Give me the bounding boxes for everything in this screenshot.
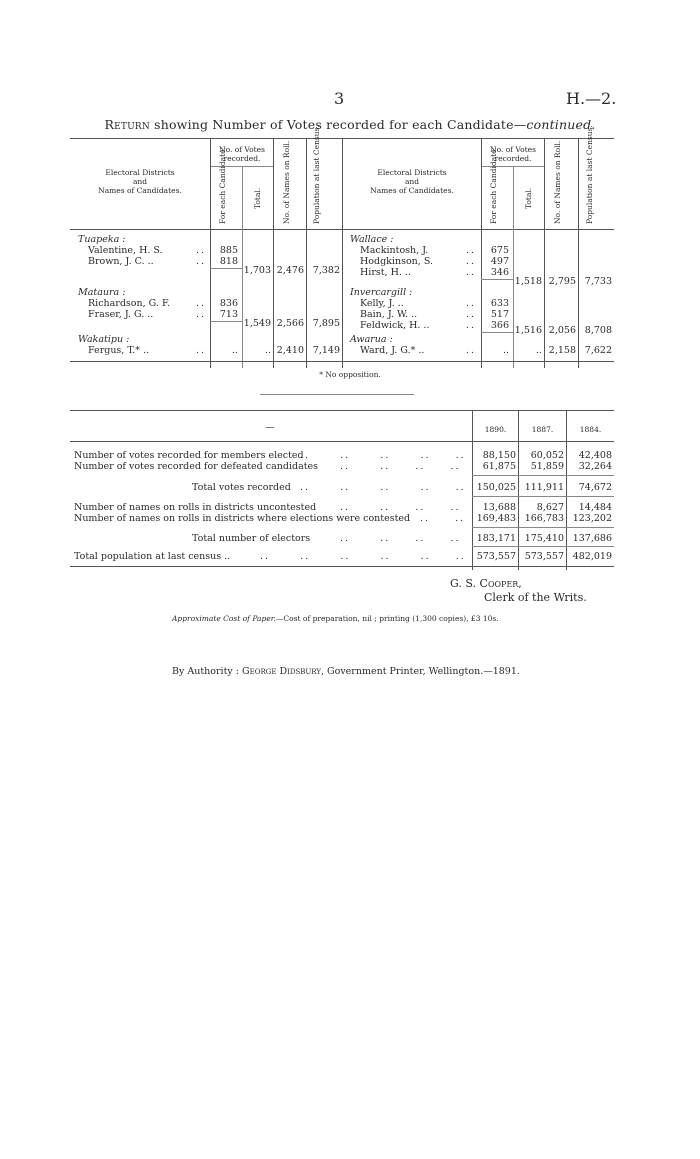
header-for-each-right: For each Candidate. [489, 147, 498, 224]
rule [481, 138, 482, 368]
header-line: and [132, 177, 148, 186]
candidate-name: Kelly, J. .. [360, 298, 404, 309]
header-total-left: Total. [253, 187, 262, 209]
summary-value: 14,484 [578, 502, 612, 513]
district-name: Mataura : [78, 287, 126, 298]
authority-prefix: By Authority : [172, 666, 243, 677]
summary-row-label: Number of names on rolls in districts where elections were contested [74, 513, 411, 524]
year-header: 1887. [531, 425, 554, 434]
candidate-votes: 818 [219, 256, 238, 267]
summary-value: 61,875 [482, 461, 516, 472]
district-total: 1,549 [243, 318, 271, 329]
leader-dots: .. [466, 309, 477, 320]
district-name: Tuapeka : [78, 234, 126, 245]
candidate-votes: 836 [219, 298, 238, 309]
authority-suffix: , Government Printer, Wellington.—1891. [320, 666, 520, 677]
district-total: 1,518 [514, 276, 542, 287]
population: 7,622 [584, 345, 612, 356]
rule [306, 138, 307, 368]
leader-dots: .. [466, 298, 477, 309]
printer-authority [172, 666, 520, 677]
leader-dots: .. [196, 345, 207, 356]
leader-dots: .. [196, 309, 207, 320]
population: 8,708 [584, 325, 612, 336]
leader-dots: .. [466, 245, 477, 256]
title-suffix: continued. [526, 117, 596, 132]
leader-dots: .. [196, 256, 207, 267]
cost-note [172, 614, 499, 623]
summary-value: 123,202 [572, 513, 612, 524]
population: 7,895 [312, 318, 340, 329]
candidate-name: Mackintosh, J. [360, 245, 429, 256]
names-on-roll: 2,566 [276, 318, 304, 329]
candidate-name: Hodgkinson, S. [360, 256, 434, 267]
district-name: Invercargill : [350, 287, 413, 298]
district-total: 1,703 [243, 265, 271, 276]
cost-label: Approximate Cost of Paper. [172, 614, 276, 623]
title-prefix: Return [104, 117, 150, 132]
title-middle: showing Number of Votes recorded for each Candidate— [149, 117, 527, 132]
summary-value: 169,483 [476, 513, 516, 524]
leader-dots: .. .. .. .. .. .. [260, 551, 466, 562]
year-header: 1890. [484, 425, 507, 434]
candidate-votes: 633 [490, 298, 509, 309]
header-population-right: Population at last Census. [585, 125, 594, 224]
document-code: H.—2. [566, 89, 617, 108]
summary-value: 51,859 [530, 461, 564, 472]
candidate-votes: 517 [490, 309, 509, 320]
signature-role: Clerk of the Writs. [484, 591, 587, 604]
summary-top-rule [70, 410, 614, 411]
candidate-votes: 675 [490, 245, 509, 256]
rule [342, 138, 343, 368]
summary-value: 175,410 [524, 533, 564, 544]
subtotal-rule [481, 332, 513, 333]
footnote: * No opposition. [319, 370, 381, 379]
district-name: Wallace : [350, 234, 394, 245]
header-electoral-districts-right [344, 168, 480, 195]
printer-name: George Didsbury [242, 666, 321, 677]
year-header: 1884. [579, 425, 602, 434]
names-on-roll: 2,410 [276, 345, 304, 356]
names-on-roll: 2,795 [548, 276, 576, 287]
rule [513, 166, 514, 368]
summary-value: 150,025 [476, 482, 516, 493]
summary-value: 482,019 [572, 551, 612, 562]
district-name: Wakatipu : [78, 334, 130, 345]
leader-dots: .. .. .. .. [340, 533, 461, 544]
leader-dots: .. .. .. .. [340, 461, 461, 472]
candidate-votes: 497 [490, 256, 509, 267]
summary-value: 32,264 [578, 461, 612, 472]
header-line: Names of Candidates. [98, 186, 182, 195]
return-title [0, 117, 700, 132]
candidate-votes: 885 [219, 245, 238, 256]
page-number: 3 [334, 89, 345, 108]
leader-dots: .. [196, 245, 207, 256]
candidate-name: Feldwick, H. .. [360, 320, 430, 331]
header-electoral-districts-left [72, 168, 208, 195]
leader-dots: .. .. .. .. .. [300, 482, 466, 493]
leader-dots: .. [466, 256, 477, 267]
summary-value: 88,150 [482, 450, 516, 461]
header-line: Electoral Districts [105, 168, 175, 177]
candidate-votes: 366 [490, 320, 509, 331]
section-divider [260, 394, 414, 395]
leader-dots: .. [466, 345, 477, 356]
leader-dots: .. [466, 267, 477, 278]
subtotal-rule [472, 475, 614, 476]
summary-value: 42,408 [578, 450, 612, 461]
summary-value: 573,557 [476, 551, 516, 562]
candidate-votes: 713 [219, 309, 238, 320]
header-names-on-roll-right: No. of Names on Roll. [553, 140, 562, 224]
summary-value: 166,783 [524, 513, 564, 524]
population: 7,149 [312, 345, 340, 356]
candidate-name: Ward, J. G.* .. [360, 345, 425, 356]
summary-row-label: Total number of electors [192, 533, 311, 544]
header-line: Electoral Districts [377, 168, 447, 177]
cost-text: —Cost of preparation, nil ; printing (1,300 copies), £3 10s. [275, 614, 499, 623]
rule [273, 138, 274, 368]
header-line: and [404, 177, 420, 186]
header-votes-recorded-left: No. of Votes recorded. [219, 145, 265, 163]
summary-value: 137,686 [572, 533, 612, 544]
candidate-votes: 346 [490, 267, 509, 278]
summary-value: 111,911 [524, 482, 564, 493]
summary-value: 13,688 [482, 502, 516, 513]
table-bottom-rule [70, 361, 614, 362]
leader-dots: .. .. [420, 513, 466, 524]
summary-row-label: Total population at last census .. [74, 551, 231, 562]
subtotal-rule [472, 496, 614, 497]
summary-bottom-rule [70, 566, 614, 567]
district-name: Awarua : [350, 334, 393, 345]
header-dash: — [265, 422, 275, 433]
header-line: Names of Candidates. [370, 186, 454, 195]
subtotal-rule [210, 321, 242, 322]
header-population-left: Population at last Census. [312, 125, 321, 224]
candidate-votes: .. [502, 345, 509, 356]
leader-dots: .. .. .. .. .. [300, 450, 466, 461]
header-total-right: Total. [524, 187, 533, 209]
leader-dots: .. [196, 298, 207, 309]
header-for-each-left: For each Candidate. [218, 147, 227, 224]
summary-row-label: Total votes recorded [192, 482, 291, 493]
names-on-roll: 2,158 [548, 345, 576, 356]
candidate-name: Valentine, H. S. [88, 245, 163, 256]
summary-value: 60,052 [530, 450, 564, 461]
summary-header-rule [70, 441, 614, 442]
header-names-on-roll-left: No. of Names on Roll. [282, 140, 291, 224]
summary-row-label: Number of names on rolls in districts uncontested [74, 502, 317, 513]
rule [210, 138, 211, 368]
header-votes-recorded-right: No. of Votes recorded. [490, 145, 536, 163]
candidate-name: Brown, J. C. .. [88, 256, 154, 267]
candidate-votes: .. [231, 345, 238, 356]
names-on-roll: 2,056 [548, 325, 576, 336]
subtotal-rule [481, 279, 513, 280]
summary-row-label: Number of votes recorded for members elected [74, 450, 304, 461]
summary-row-label: Number of votes recorded for defeated candidates [74, 461, 319, 472]
candidate-name: Bain, J. W. .. [360, 309, 418, 320]
candidate-name: Richardson, G. F. [88, 298, 171, 309]
subtotal-rule [210, 268, 242, 269]
subtotal-rule [472, 527, 614, 528]
candidate-name: Hirst, H. .. [360, 267, 411, 278]
candidate-name: Fergus, T.* .. [88, 345, 150, 356]
summary-value: 573,557 [524, 551, 564, 562]
district-total: .. [535, 345, 542, 356]
signature-name: G. S. Cooper, [450, 577, 522, 590]
summary-value: 74,672 [578, 482, 612, 493]
leader-dots: .. .. .. .. [340, 502, 461, 513]
subtotal-rule [472, 546, 614, 547]
names-on-roll: 2,476 [276, 265, 304, 276]
summary-value: 8,627 [536, 502, 564, 513]
candidate-name: Fraser, J. G. .. [88, 309, 154, 320]
population: 7,733 [584, 276, 612, 287]
district-total: .. [264, 345, 271, 356]
summary-value: 183,171 [476, 533, 516, 544]
district-total: 1,516 [514, 325, 542, 336]
population: 7,382 [312, 265, 340, 276]
leader-dots: .. [466, 320, 477, 331]
